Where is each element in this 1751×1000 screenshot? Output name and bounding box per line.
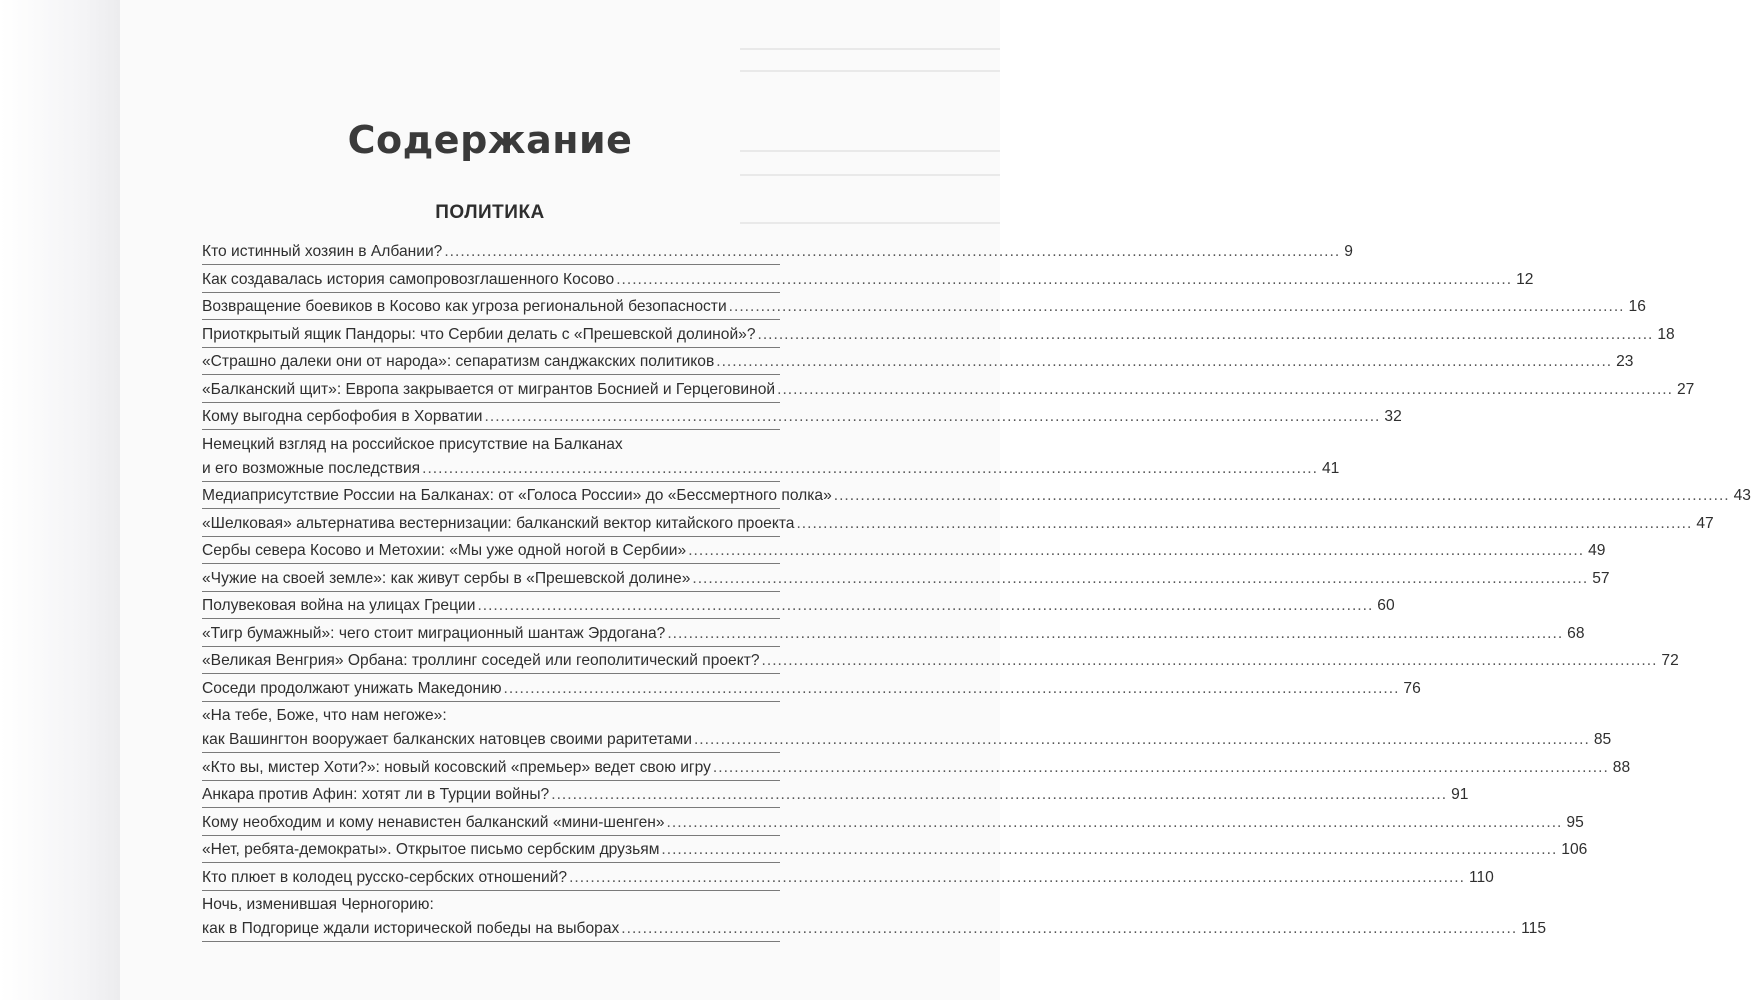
toc-entry-row	[202, 917, 1547, 941]
dot-leader	[832, 484, 1732, 508]
toc-entry-row	[202, 811, 1584, 835]
toc-page-number: 47	[1696, 514, 1714, 532]
toc-page-number: 115	[1521, 920, 1547, 937]
page-title: Содержание	[347, 118, 633, 162]
toc-page-number: 16	[1628, 298, 1646, 315]
toc-entry-title: Сербы севера Косово и Метохии: «Мы уже одной ногой в Сербии»	[202, 542, 687, 559]
toc-entry[interactable]	[202, 323, 1675, 348]
toc-entry-title: как Вашингтон вооружает балканских натовцев своими раритетами	[202, 731, 692, 748]
toc-entry[interactable]	[202, 893, 1547, 942]
dot-leader	[619, 917, 1519, 941]
toc-page-number: 85	[1593, 731, 1612, 748]
toc-entry[interactable]	[202, 512, 1714, 537]
toc-page-number: 106	[1561, 841, 1588, 858]
toc-page-number: 68	[1567, 624, 1585, 642]
toc-page-number: 95	[1566, 813, 1584, 831]
toc-entry[interactable]	[202, 649, 1679, 674]
dot-leader	[665, 811, 1565, 835]
toc-entry-row	[202, 728, 1612, 752]
dot-leader	[483, 405, 1383, 429]
toc-entry-title: «Тигр бумажный»: чего стоит миграционный шантаж Эрдогана?	[202, 624, 666, 642]
toc-entry-row	[202, 539, 1606, 563]
toc-entry-row	[202, 756, 1631, 780]
toc-entry-title: Полувековая война на улицах Греции	[202, 597, 476, 614]
toc-entry[interactable]	[202, 756, 1631, 781]
toc-entry-title: «Кто вы, мистер Хоти?»: новый косовский «премьер» ведет свою игру	[202, 758, 711, 776]
toc-page-number: 23	[1616, 353, 1634, 370]
toc-entry-title: Кто истинный хозяин в Албании?	[202, 243, 443, 260]
toc-page-number: 18	[1657, 325, 1675, 343]
section-heading: ПОЛИТИКА	[435, 202, 545, 223]
toc-entry[interactable]	[202, 704, 1612, 753]
toc-page-number: 27	[1676, 380, 1695, 398]
toc-entry-row	[202, 405, 1402, 429]
toc-page-number: 9	[1344, 243, 1353, 260]
dot-leader	[475, 594, 1375, 618]
toc-entry-title-line: Ночь, изменившая Черногорию:	[202, 896, 434, 913]
toc-entry[interactable]	[202, 240, 1353, 265]
toc-entry-row	[202, 622, 1585, 646]
toc-entry-title: как в Подгорице ждали исторической победы на выборах	[202, 920, 620, 937]
toc-entry-row	[202, 594, 1395, 618]
toc-entry[interactable]	[202, 295, 1646, 320]
toc-entry[interactable]	[202, 405, 1402, 430]
toc-page-number: 76	[1403, 679, 1421, 697]
toc-page-number: 41	[1321, 459, 1340, 477]
toc-entry-row	[202, 240, 1353, 264]
toc-entry[interactable]	[202, 838, 1588, 863]
dot-leader	[727, 295, 1627, 319]
toc-page-number: 91	[1451, 786, 1469, 803]
toc-page-number: 110	[1468, 868, 1494, 886]
dot-leader	[760, 649, 1660, 673]
toc-entry-title: «Нет, ребята-демократы». Открытое письмо сербским друзьям	[202, 841, 660, 858]
toc-entry-row	[202, 350, 1634, 374]
toc-entry[interactable]	[202, 539, 1606, 564]
toc-page-number: 60	[1377, 597, 1395, 614]
toc-entry[interactable]	[202, 594, 1395, 619]
dot-leader	[567, 866, 1467, 890]
toc-entry[interactable]	[202, 350, 1634, 375]
toc-page-number: 88	[1612, 758, 1631, 776]
toc-entry-title: и его возможные последствия	[202, 459, 421, 477]
toc-entry-title: «Страшно далеки они от народа»: сепаратизм санджакских политиков	[202, 353, 715, 370]
toc-entry-title: Кому необходим и кому ненавистен балканский «мини-шенген»	[202, 813, 665, 831]
dot-leader	[756, 323, 1656, 347]
dot-leader	[420, 457, 1320, 481]
dot-leader	[549, 783, 1449, 807]
toc-entry-title: Анкара против Афин: хотят ли в Турции войны?	[202, 786, 550, 803]
toc-entry[interactable]	[202, 677, 1421, 702]
toc-entry-row	[202, 378, 1695, 402]
toc-page-number: 12	[1516, 270, 1534, 288]
toc-entry-title: «Шелковая» альтернатива вестернизации: балканский вектор китайского проекта	[202, 514, 795, 532]
toc-entry[interactable]	[202, 783, 1469, 808]
toc-entry-title: «Балканский щит»: Европа закрывается от мигрантов Боснией и Герцеговиной	[202, 380, 776, 398]
toc-entry-title: Медиаприсутствие России на Балканах: от «Голоса России» до «Бессмертного полка»	[202, 487, 832, 504]
dot-leader	[775, 378, 1675, 402]
toc-entry-title-line: «На тебе, Боже, что нам негоже»:	[202, 707, 447, 724]
toc-entry[interactable]	[202, 567, 1610, 592]
toc-entry-row	[202, 649, 1679, 673]
toc-entry[interactable]	[202, 866, 1494, 891]
toc-entry-title: «Чужие на своей земле»: как живут сербы в «Прешевской долине»	[202, 569, 691, 587]
toc-entry-title: Возвращение боевиков в Косово как угроза региональной безопасности	[202, 298, 727, 315]
dot-leader	[692, 728, 1592, 752]
toc-entry[interactable]	[202, 622, 1585, 647]
toc-entry[interactable]	[202, 268, 1534, 293]
dot-leader	[614, 268, 1514, 292]
dot-leader	[690, 567, 1590, 591]
toc-entry-title: Приоткрытый ящик Пандоры: что Сербии делать с «Прешевской долиной»?	[202, 325, 756, 343]
toc-entry-row	[202, 512, 1714, 536]
toc-entry-row	[202, 323, 1675, 347]
toc-entry-title-line: Немецкий взгляд на российское присутствие на Балканах	[202, 435, 623, 453]
spine-shadow	[0, 0, 120, 1000]
dot-leader	[686, 539, 1586, 563]
toc-page-number: 72	[1661, 652, 1679, 669]
toc-entry-title: Кто плюет в колодец русско-сербских отношений?	[202, 868, 568, 886]
dot-leader	[714, 350, 1614, 374]
toc-entry-row	[202, 295, 1646, 319]
toc-entry-row	[202, 866, 1494, 890]
toc-entry-row	[202, 677, 1421, 701]
toc-page-number: 43	[1733, 487, 1751, 504]
toc-entry-row	[202, 783, 1469, 807]
toc-entry-row	[202, 268, 1534, 292]
show-through-line	[740, 174, 1000, 176]
dot-leader	[502, 677, 1402, 701]
dot-leader	[665, 622, 1565, 646]
show-through-line	[740, 70, 1000, 72]
toc-entry-row	[202, 838, 1588, 862]
toc-entry-title: Соседи продолжают унижать Македонию	[202, 679, 502, 697]
toc-page-number: 57	[1592, 569, 1610, 587]
toc-entry-row	[202, 484, 1751, 508]
toc-entry-row	[202, 567, 1610, 591]
dot-leader	[442, 240, 1342, 264]
show-through-line	[740, 48, 1000, 50]
toc-page-number: 32	[1384, 408, 1402, 425]
dot-leader	[794, 512, 1694, 536]
table-of-contents	[202, 240, 1751, 945]
toc-entry[interactable]	[202, 378, 1695, 403]
dot-leader	[711, 756, 1611, 780]
toc-entry[interactable]	[202, 433, 1340, 482]
toc-entry-row	[202, 457, 1340, 481]
toc-entry[interactable]	[202, 484, 1751, 509]
toc-entry-title: «Великая Венгрия» Орбана: троллинг соседей или геополитический проект?	[202, 652, 760, 669]
dot-leader	[659, 838, 1559, 862]
toc-entry-title: Как создавалась история самопровозглашенного Косово	[202, 270, 615, 288]
toc-entry-title: Кому выгодна сербофобия в Хорватии	[202, 408, 483, 425]
toc-page-number: 49	[1588, 542, 1606, 559]
toc-entry[interactable]	[202, 811, 1584, 836]
